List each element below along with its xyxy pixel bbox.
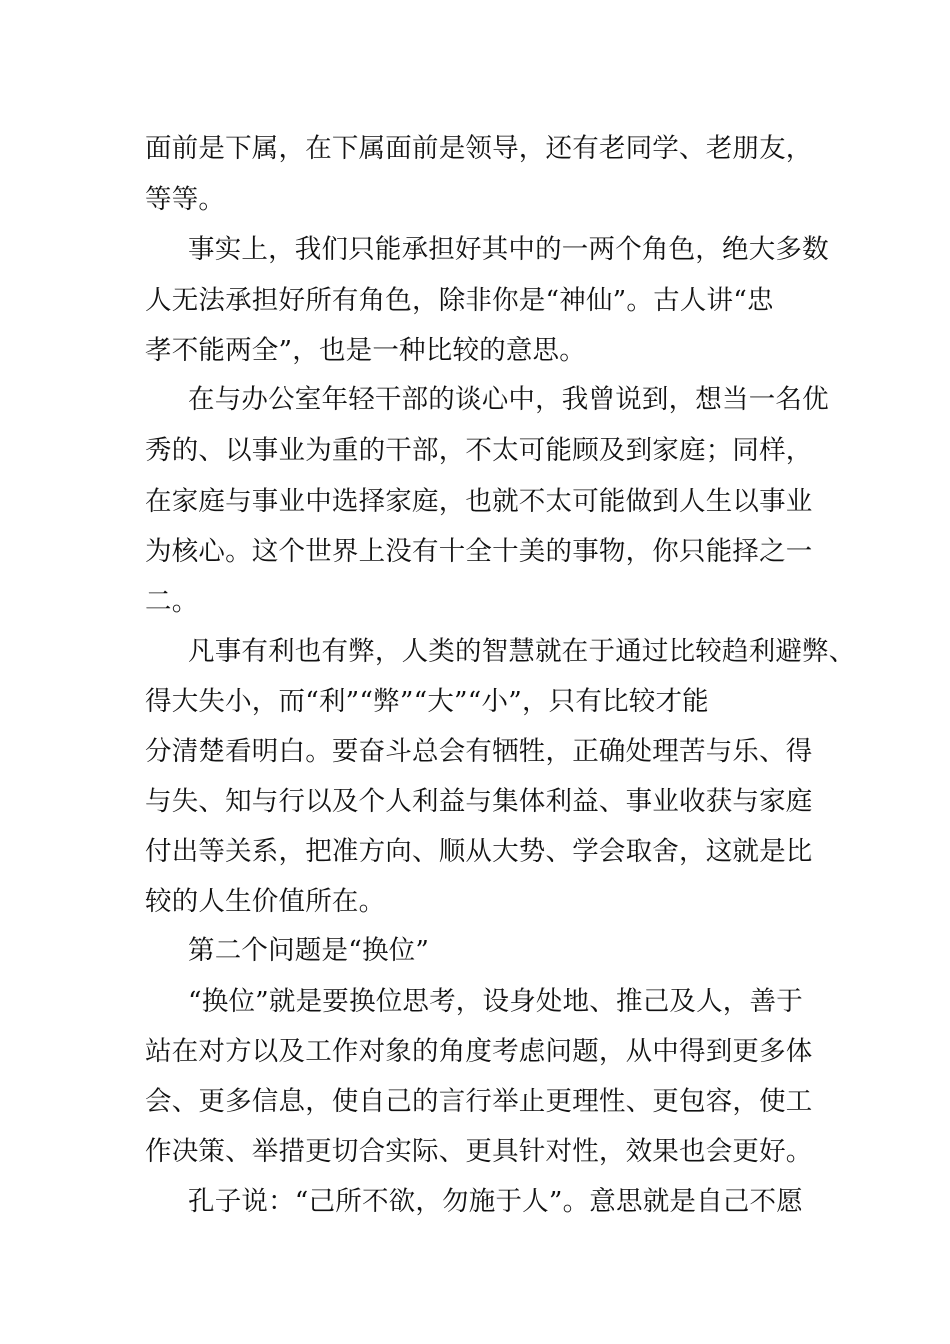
text-line: 较的人生价值所在。	[145, 886, 386, 917]
text-line: 凡事有利也有弊，人类的智慧就在于通过比较趋利避弊、	[188, 636, 856, 667]
text-line: 作决策、举措更切合实际、更具针对性，效果也会更好。	[145, 1136, 813, 1167]
text-line: 站在对方以及工作对象的角度考虑问题，从中得到更多体	[145, 1036, 813, 1067]
text-line: 为核心。这个世界上没有十全十美的事物，你只能择之一	[145, 536, 813, 567]
text-line: 二。	[145, 586, 199, 617]
text-line: 事实上，我们只能承担好其中的一两个角色，绝大多数	[188, 234, 829, 265]
text-line: 在家庭与事业中选择家庭，也就不太可能做到人生以事业	[145, 486, 813, 517]
text-line: 得大失小，而“利”“弊”“大”“小”，只有比较才能	[145, 686, 709, 717]
text-line: 分清楚看明白。要奋斗总会有牺牲，正确处理苦与乐、得	[145, 736, 813, 767]
text-line: 与失、知与行以及个人利益与集体利益、事业收获与家庭	[145, 786, 813, 817]
text-line: 秀的、以事业为重的干部，不太可能顾及到家庭；同样，	[145, 435, 813, 466]
text-line: 人无法承担好所有角色，除非你是“神仙”。古人讲“忠	[145, 285, 774, 316]
text-line: 付出等关系，把准方向、顺从大势、学会取舍，这就是比	[145, 836, 813, 867]
text-line: 孔子说：“己所不欲，勿施于人”。意思就是自己不愿	[188, 1186, 803, 1217]
text-line: 等等。	[145, 184, 226, 215]
text-line: 在与办公室年轻干部的谈心中，我曾说到，想当一名优	[188, 384, 829, 415]
text-line: 会、更多信息，使自己的言行举止更理性、更包容，使工	[145, 1086, 813, 1117]
section-heading: 第二个问题是“换位”	[188, 935, 430, 966]
text-line: “换位”就是要换位思考，设身处地、推己及人，善于	[188, 986, 803, 1017]
text-line: 孝不能两全”，也是一种比较的意思。	[145, 335, 586, 366]
text-line: 面前是下属，在下属面前是领导，还有老同学、老朋友，	[145, 133, 813, 164]
